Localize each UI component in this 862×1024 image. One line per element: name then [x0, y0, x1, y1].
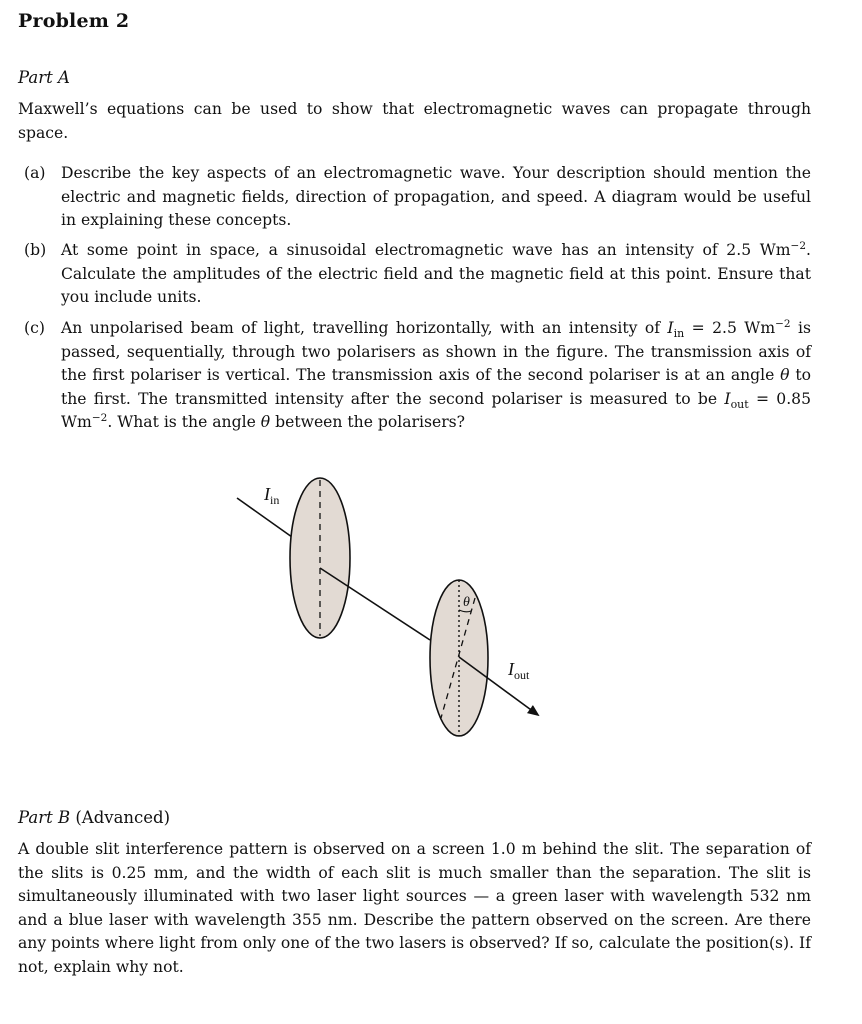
question-text: At some point in space, a sinusoidal electromagnetic wave has an intensity of 2.5 $Wm^{-2}$. Calculate the amplitudes of the electric field and the magnetic field at this point. Ensure that you include units.	[61, 239, 811, 306]
part-a-intro: Maxwell’s equations can be used to show that electromagnetic waves can propagate through space.	[18, 100, 811, 142]
part-b-label: Part B	[18, 808, 71, 827]
part-b-suffix: (Advanced)	[75, 808, 171, 827]
part-b-text: A double slit interference pattern is observed on a screen 1.0 m behind the slit. The separation of the slits is 0.25 mm, and the width of each slit is much smaller than the separation. The slit is simultaneously illuminated with two laser light sources — a green laser with wavelength 532 nm and a blue laser with wavelength 355 nm. Describe the pattern observed on the screen. Are there any points where light from only one of the two lasers is observed? If so, calculate the position(s). If not, explain why not.	[18, 840, 811, 976]
question-text: An unpolarised beam of light, travelling horizontally, with an intensity of $I_{in} = 2.5$ $Wm^{-2}$ is passed, sequentially, through two polarisers as shown in the figure. The transmission axis of the first polariser is vertical. The transmission axis of the second polariser is at an angle θ to the first. The transmitted intensity after the second polariser is measured to be $I_{out} = 0.85$ $Wm^{-2}$. What is the angle θ between the polarisers?	[61, 317, 811, 431]
intensity-out-label: $I_{out}$	[508, 659, 530, 682]
part-a-label: Part A	[18, 68, 70, 87]
problem-title: Problem 2	[18, 10, 130, 32]
question-label: (c)	[24, 319, 45, 337]
intensity-in-label: $I_{in}$	[264, 484, 280, 507]
question-label: (b)	[24, 241, 47, 259]
incoming-beam	[237, 498, 299, 542]
second-polariser	[430, 580, 488, 736]
part-b-heading	[18, 808, 170, 827]
question-label: (a)	[24, 164, 46, 182]
angle-theta-label: θ	[463, 595, 470, 610]
question-text: Describe the key aspects of an electromagnetic wave. Your description should mention the electric and magnetic fields, direction of propagation, and speed. A diagram would be useful in explaining these concepts.	[61, 164, 811, 229]
part-a-heading	[18, 68, 70, 87]
polariser-figure	[225, 470, 565, 750]
